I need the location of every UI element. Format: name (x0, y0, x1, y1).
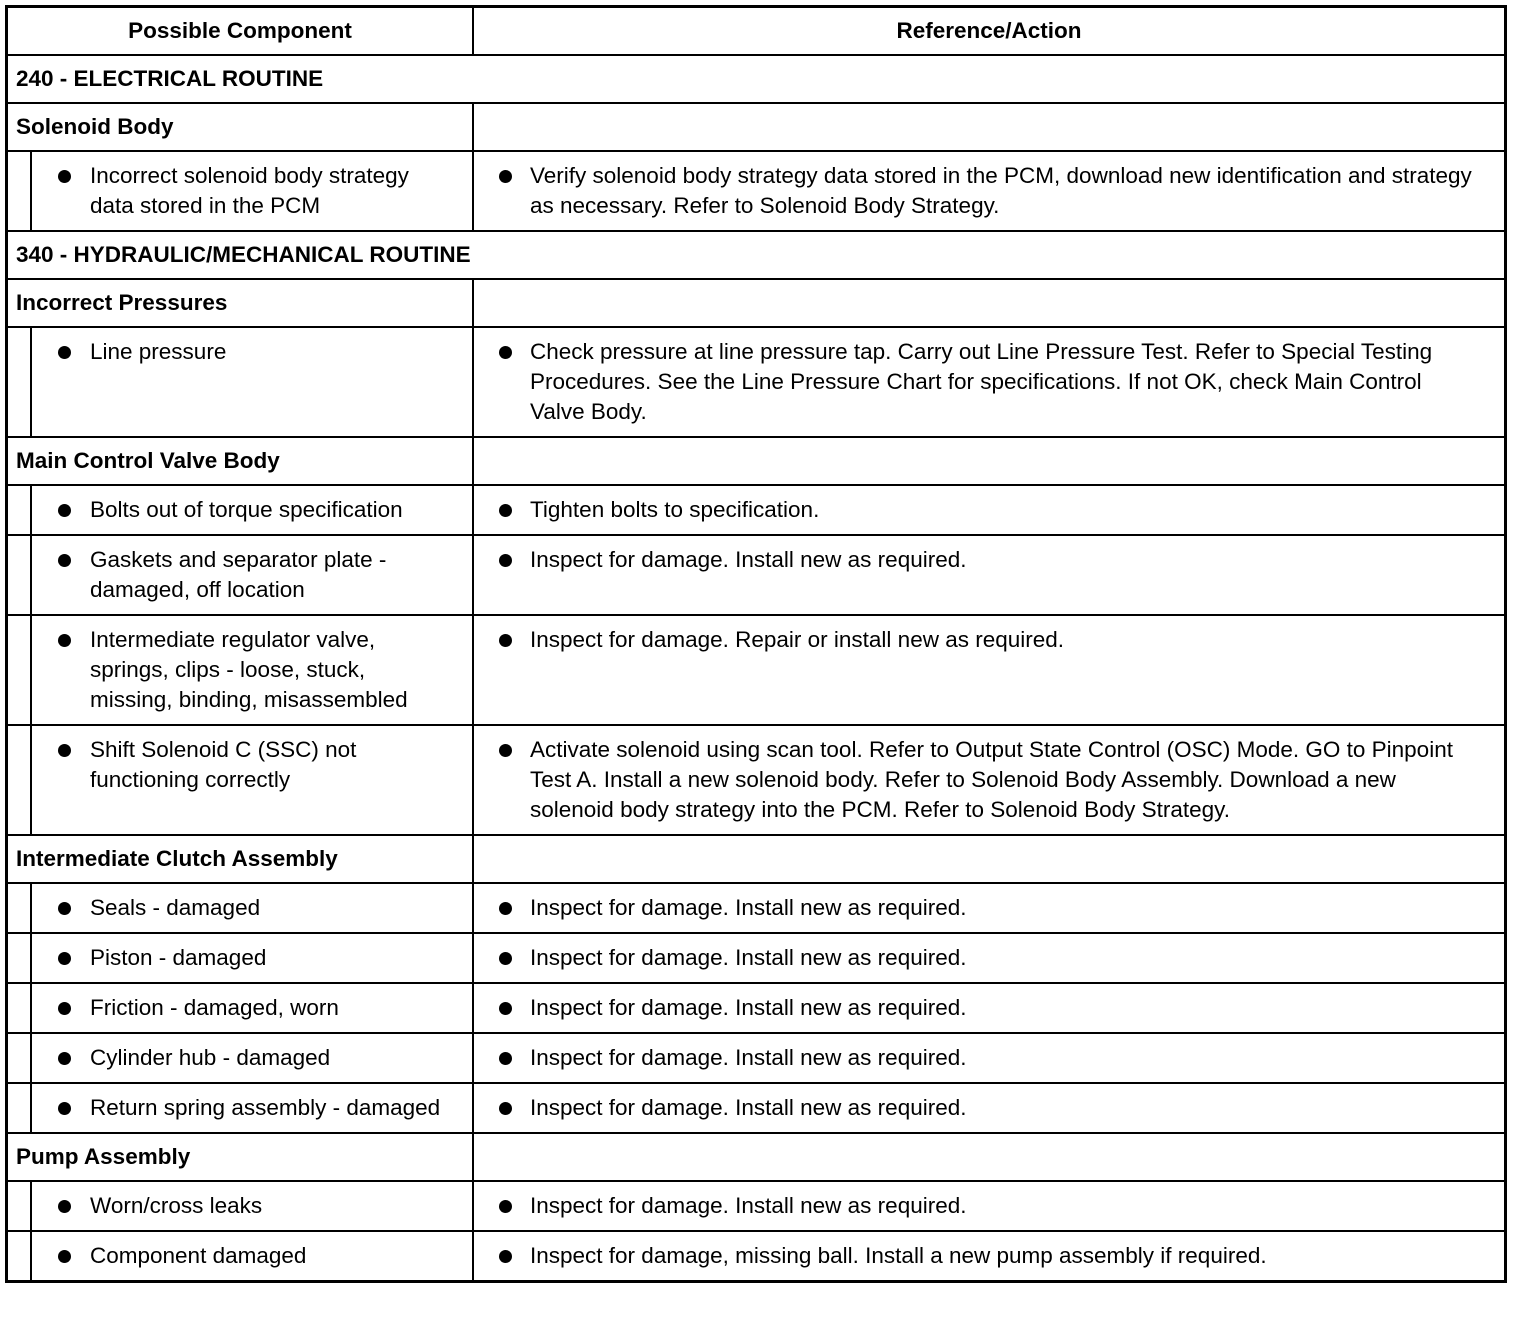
action-cell: Inspect for damage. Install new as required. (474, 1084, 1504, 1132)
table-row (8, 882, 1504, 932)
component-cell: Bolts out of torque specification (32, 486, 472, 534)
possible-component-header: Possible Component (8, 8, 474, 54)
component-cell: Seals - damaged (32, 884, 472, 932)
header-row (8, 8, 1504, 54)
action-cell: Inspect for damage. Install new as required. (474, 1182, 1504, 1230)
table-row (8, 150, 1504, 230)
section-title: 340 - HYDRAULIC/MECHANICAL ROUTINE (16, 242, 471, 267)
action-cell: Inspect for damage. Repair or install new as required. (474, 616, 1504, 664)
group-row (8, 102, 1504, 150)
table-row (8, 1082, 1504, 1132)
component-cell: Worn/cross leaks (32, 1182, 472, 1230)
component-cell: Friction - damaged, worn (32, 984, 472, 1032)
group-row (8, 436, 1504, 484)
group-title: Intermediate Clutch Assembly (8, 836, 474, 882)
action-cell: Inspect for damage. Install new as required. (474, 536, 1504, 584)
group-row (8, 278, 1504, 326)
reference-action-header: Reference/Action (896, 18, 1082, 43)
component-cell: Incorrect solenoid body strategy data stored in the PCM (32, 152, 472, 230)
table-row (8, 932, 1504, 982)
table-row (8, 484, 1504, 534)
table-row (8, 326, 1504, 436)
component-cell: Component damaged (32, 1232, 472, 1280)
table-row (8, 1180, 1504, 1230)
table-row (8, 1230, 1504, 1280)
table-row (8, 982, 1504, 1032)
component-cell: Shift Solenoid C (SSC) not functioning correctly (32, 726, 472, 834)
action-cell: Inspect for damage. Install new as required. (474, 1034, 1504, 1082)
group-title: Pump Assembly (8, 1134, 474, 1180)
action-cell: Check pressure at line pressure tap. Carry out Line Pressure Test. Refer to Special Testing Procedures. See the Line Pressure Chart for specifications. If not OK, check Main Control Valve Body. (474, 328, 1504, 436)
section-row (8, 230, 1504, 278)
component-cell: Line pressure (32, 328, 472, 436)
table-row (8, 724, 1504, 834)
table-row (8, 1032, 1504, 1082)
group-row (8, 1132, 1504, 1180)
component-cell: Return spring assembly - damaged (32, 1084, 472, 1132)
action-cell: Inspect for damage. Install new as required. (474, 934, 1504, 982)
component-cell: Intermediate regulator valve, springs, clips - loose, stuck, missing, binding, misassembled (32, 616, 472, 724)
group-title: Incorrect Pressures (8, 280, 474, 326)
action-cell: Inspect for damage. Install new as required. (474, 984, 1504, 1032)
action-cell: Tighten bolts to specification. (474, 486, 1504, 534)
section-title: 240 - ELECTRICAL ROUTINE (16, 66, 324, 91)
component-cell: Cylinder hub - damaged (32, 1034, 472, 1082)
section-row (8, 54, 1504, 102)
group-row (8, 834, 1504, 882)
table-row (8, 614, 1504, 724)
action-cell: Verify solenoid body strategy data stored in the PCM, download new identification and strategy as necessary. Refer to Solenoid Body Strategy. (474, 152, 1504, 230)
group-title: Solenoid Body (8, 104, 474, 150)
component-cell: Gaskets and separator plate - damaged, off location (32, 536, 472, 614)
action-cell: Inspect for damage. Install new as required. (474, 884, 1504, 932)
action-cell: Inspect for damage, missing ball. Install a new pump assembly if required. (474, 1232, 1504, 1280)
group-title: Main Control Valve Body (8, 438, 474, 484)
table-row (8, 534, 1504, 614)
diagnosis-table (5, 5, 1507, 1283)
component-cell: Piston - damaged (32, 934, 472, 982)
action-cell: Activate solenoid using scan tool. Refer to Output State Control (OSC) Mode. GO to Pinpoint Test A. Install a new solenoid body. Refer to Solenoid Body Assembly. Download a new solenoid body strategy into the PCM. Refer to Solenoid Body Strategy. (474, 726, 1504, 834)
